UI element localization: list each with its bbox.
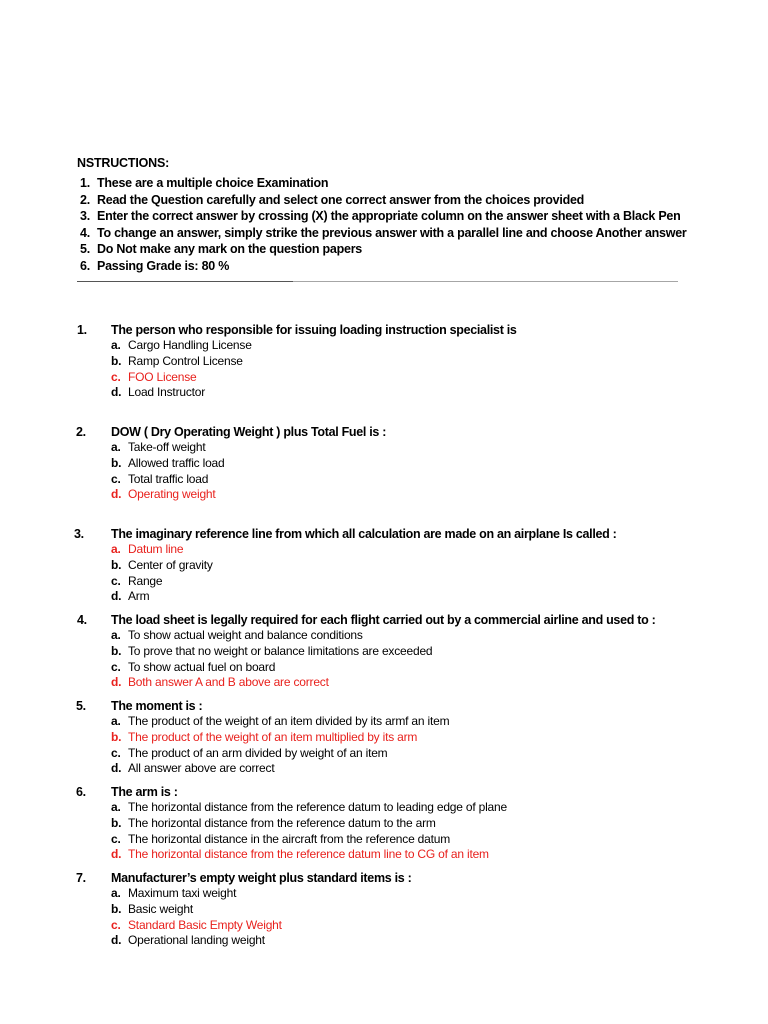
answer-option[interactable]: [0, 440, 768, 456]
option-text: Ramp Control License: [128, 353, 243, 368]
answer-option[interactable]: [0, 558, 768, 574]
option-text: Arm: [128, 589, 150, 604]
answer-options: [0, 886, 768, 949]
answer-option[interactable]: [0, 338, 768, 354]
answer-option[interactable]: [0, 385, 768, 401]
instruction-text: To change an answer, simply strike the previous answer with a parallel line and choose Another answer: [97, 225, 687, 240]
question-number: 7.: [76, 871, 86, 885]
question-header: [0, 526, 768, 542]
option-letter: d.: [111, 385, 122, 400]
answer-option-correct[interactable]: [0, 370, 768, 386]
answer-option[interactable]: [0, 660, 768, 676]
instruction-item: [80, 175, 760, 192]
instruction-item: [80, 258, 760, 275]
answer-option[interactable]: [0, 472, 768, 488]
instruction-number: 5.: [80, 242, 90, 257]
question-text: The person who responsible for issuing loading instruction specialist is: [111, 323, 517, 337]
answer-option[interactable]: [0, 589, 768, 605]
instruction-item: [80, 241, 760, 258]
option-text: The product of an arm divided by weight of an item: [128, 745, 388, 760]
answer-option[interactable]: [0, 761, 768, 777]
answer-options: [0, 714, 768, 777]
instruction-item: [80, 208, 760, 225]
answer-option[interactable]: [0, 886, 768, 902]
section-divider-accent: [77, 281, 293, 282]
instruction-text: Do Not make any mark on the question papers: [97, 242, 363, 257]
answer-options: [0, 338, 768, 401]
question-text: DOW ( Dry Operating Weight ) plus Total Fuel is :: [111, 425, 387, 439]
option-letter: c.: [111, 917, 121, 932]
question-header: [0, 870, 768, 886]
instruction-item: [80, 225, 760, 242]
question-header: [0, 784, 768, 800]
answer-option-correct[interactable]: [0, 675, 768, 691]
option-letter: c.: [111, 659, 121, 674]
answer-option[interactable]: [0, 933, 768, 949]
answer-option[interactable]: [0, 354, 768, 370]
answer-option[interactable]: [0, 644, 768, 660]
instruction-number: 3.: [80, 209, 90, 224]
instructions-heading: NSTRUCTIONS:: [77, 156, 170, 170]
option-letter: a.: [111, 440, 121, 454]
instruction-number: 1.: [80, 176, 90, 190]
option-text: Basic weight: [128, 901, 193, 916]
option-letter: a.: [111, 542, 121, 556]
question-header: [0, 612, 768, 628]
option-text: Allowed traffic load: [128, 455, 225, 470]
question-number: 6.: [76, 785, 86, 799]
option-letter: a.: [111, 714, 121, 728]
option-letter: b.: [111, 455, 122, 470]
instruction-number: 2.: [80, 192, 90, 207]
question-2: [0, 424, 768, 503]
option-letter: c.: [111, 369, 121, 384]
answer-option-correct[interactable]: [0, 730, 768, 746]
question-number: 5.: [76, 699, 86, 713]
question-number: 2.: [76, 425, 86, 439]
answer-option[interactable]: [0, 800, 768, 816]
option-text: Take-off weight: [128, 440, 206, 454]
answer-option[interactable]: [0, 574, 768, 590]
instruction-number: 4.: [80, 225, 90, 240]
option-text: Operating weight: [128, 487, 216, 502]
answer-option[interactable]: [0, 832, 768, 848]
answer-option[interactable]: [0, 902, 768, 918]
option-text: Center of gravity: [128, 557, 213, 572]
option-text: The product of the weight of an item multiplied by its arm: [128, 729, 418, 744]
instructions-list: [80, 175, 760, 275]
question-7: [0, 870, 768, 949]
answer-option[interactable]: [0, 628, 768, 644]
question-number: 4.: [77, 613, 87, 627]
answer-options: [0, 542, 768, 605]
option-letter: a.: [111, 886, 121, 900]
question-3: [0, 526, 768, 605]
option-letter: c.: [111, 471, 121, 486]
answer-option[interactable]: [0, 456, 768, 472]
instruction-number: 6.: [80, 258, 90, 273]
option-text: Cargo Handling License: [128, 338, 252, 352]
option-text: To prove that no weight or balance limitations are exceeded: [128, 643, 433, 658]
option-text: The product of the weight of an item divided by its armf an item: [128, 714, 450, 728]
question-text: The imaginary reference line from which all calculation are made on an airplane Is called :: [111, 527, 617, 541]
option-letter: c.: [111, 745, 121, 760]
option-text: All answer above are correct: [128, 761, 275, 776]
question-number: 3.: [74, 527, 84, 541]
option-letter: d.: [111, 847, 122, 862]
option-letter: d.: [111, 487, 122, 502]
option-letter: b.: [111, 643, 122, 658]
option-text: To show actual weight and balance conditions: [128, 628, 363, 642]
instruction-text: Read the Question carefully and select one correct answer from the choices provided: [97, 192, 585, 207]
option-text: Standard Basic Empty Weight: [128, 917, 282, 932]
answer-option[interactable]: [0, 746, 768, 762]
answer-option-correct[interactable]: [0, 918, 768, 934]
question-number: 1.: [77, 323, 87, 337]
option-letter: d.: [111, 675, 122, 690]
option-letter: b.: [111, 901, 122, 916]
answer-option-correct[interactable]: [0, 487, 768, 503]
answer-option-correct[interactable]: [0, 847, 768, 863]
question-text: Manufacturer’s empty weight plus standard items is :: [111, 871, 412, 885]
option-letter: d.: [111, 761, 122, 776]
instruction-text: Passing Grade is: 80 %: [97, 258, 230, 273]
option-letter: b.: [111, 353, 122, 368]
option-text: Operational landing weight: [128, 933, 265, 948]
option-text: Load Instructor: [128, 385, 206, 400]
question-4: [0, 612, 768, 691]
option-text: The horizontal distance from the reference datum line to CG of an item: [128, 847, 489, 862]
option-letter: b.: [111, 729, 122, 744]
question-text: The arm is :: [111, 785, 178, 799]
option-text: To show actual fuel on board: [128, 659, 276, 674]
question-header: [0, 698, 768, 714]
option-text: The horizontal distance from the reference datum to the arm: [128, 815, 436, 830]
option-letter: c.: [111, 573, 121, 588]
answer-option[interactable]: [0, 816, 768, 832]
option-text: Datum line: [128, 542, 184, 556]
option-text: The horizontal distance in the aircraft from the reference datum: [128, 831, 451, 846]
question-6: [0, 784, 768, 863]
option-letter: a.: [111, 628, 121, 642]
instruction-text: These are a multiple choice Examination: [97, 176, 329, 190]
question-1: [0, 322, 768, 401]
answer-options: [0, 440, 768, 503]
answer-options: [0, 628, 768, 691]
option-text: FOO License: [128, 369, 197, 384]
question-header: [0, 424, 768, 440]
option-letter: b.: [111, 557, 122, 572]
answer-options: [0, 800, 768, 863]
option-text: Range: [128, 573, 163, 588]
question-5: [0, 698, 768, 777]
instruction-text: Enter the correct answer by crossing (X) the appropriate column on the answer sheet with a Black Pen: [97, 209, 681, 224]
question-text: The moment is :: [111, 699, 203, 713]
option-letter: a.: [111, 338, 121, 352]
option-letter: d.: [111, 589, 122, 604]
question-header: [0, 322, 768, 338]
option-letter: c.: [111, 831, 121, 846]
option-text: The horizontal distance from the reference datum to leading edge of plane: [128, 800, 507, 814]
option-letter: a.: [111, 800, 121, 814]
option-letter: d.: [111, 933, 122, 948]
option-text: Maximum taxi weight: [128, 886, 237, 900]
answer-option-correct[interactable]: [0, 542, 768, 558]
instruction-item: [80, 192, 760, 209]
option-text: Total traffic load: [128, 471, 209, 486]
answer-option[interactable]: [0, 714, 768, 730]
question-text: The load sheet is legally required for each flight carried out by a commercial airline and used to :: [111, 613, 656, 627]
option-text: Both answer A and B above are correct: [128, 675, 329, 690]
option-letter: b.: [111, 815, 122, 830]
